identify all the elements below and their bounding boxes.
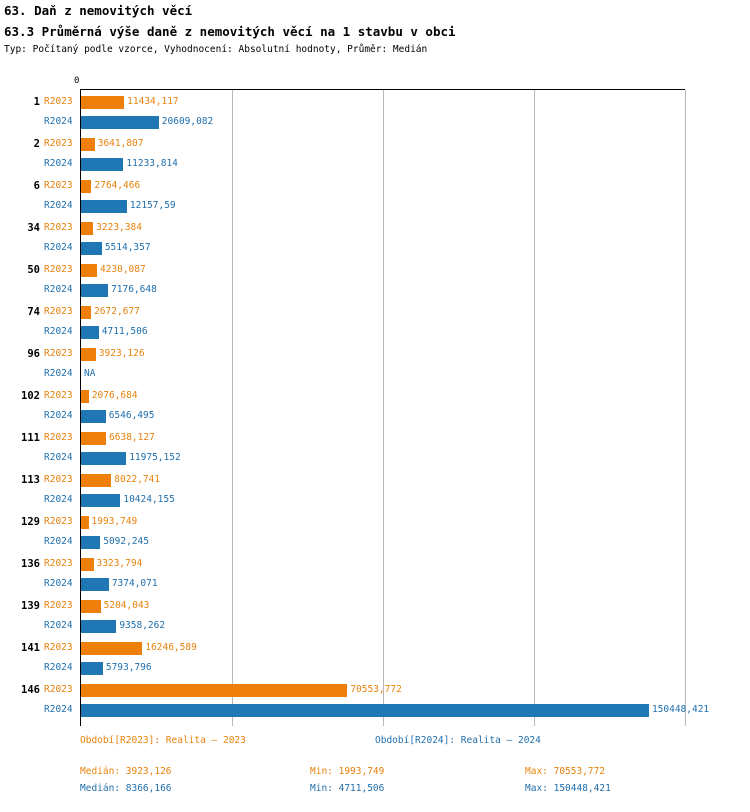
series-label: R2024 [44,410,73,421]
series-label: R2024 [44,578,73,589]
page-title: 63. Daň z nemovitých věcí [4,3,193,18]
series-label: R2024 [44,452,73,463]
category-label: 146 [21,684,40,696]
bar [81,642,142,655]
bar-value-label: 4230,087 [99,264,146,275]
bar-row [0,554,750,574]
bar-row [0,322,750,342]
series-label: R2024 [44,536,73,547]
bar-row [0,638,750,658]
bar-value-label: 3641,807 [97,138,144,149]
bar-value-label: 150448,421 [651,704,710,715]
bar-value-label: 11975,152 [129,452,181,463]
bar-row [0,92,750,112]
bar-row [0,406,750,426]
bar [81,452,126,465]
series-label: R2023 [44,222,73,233]
bar-value-label: 11233,814 [126,158,178,169]
bar-value-label: 5793,796 [105,662,152,673]
series-label: R2024 [44,368,73,379]
bar-row [0,428,750,448]
series-label: R2023 [44,642,73,653]
bar [81,410,106,423]
category-label: 34 [27,222,40,234]
bar [81,306,91,319]
bar-value-label: 70553,772 [350,684,402,695]
bar-row [0,574,750,594]
bar [81,578,109,591]
bar-row [0,596,750,616]
bar-value-label: 7374,071 [111,578,158,589]
x-axis-tick-0: 0 [74,76,80,86]
bar-row [0,700,750,720]
bar [81,474,111,487]
bar-row [0,154,750,174]
series-label: R2023 [44,684,73,695]
series-label: R2023 [44,390,73,401]
bar-row [0,344,750,364]
category-label: 6 [33,180,40,192]
category-label: 141 [21,642,40,654]
bar-row [0,112,750,132]
series-label: R2023 [44,516,73,527]
bar [81,390,89,403]
bar-row [0,490,750,510]
bar [81,326,99,339]
series-label: R2024 [44,620,73,631]
bar-value-label: 5514,357 [104,242,151,253]
bar [81,536,100,549]
bar-value-label: 20609,082 [161,116,214,127]
series-label: R2024 [44,704,73,715]
bar-value-label: 3323,794 [96,558,143,569]
bar [81,180,91,193]
series-label: R2023 [44,348,73,359]
bar [81,558,94,571]
series-label: R2023 [44,432,73,443]
bar-value-label: 6546,495 [108,410,155,421]
bar-value-label: 5092,245 [103,536,149,547]
bar-row [0,616,750,636]
series-label: R2023 [44,600,73,611]
max-2023: Max: 70553,772 [525,766,606,777]
category-label: 1 [33,96,40,108]
bar-row [0,512,750,532]
series-label: R2023 [44,474,73,485]
median-2024: Medián: 8366,166 [80,783,172,794]
bar [81,138,95,151]
bar-row [0,218,750,238]
bar-row [0,176,750,196]
min-2024: Min: 4711,506 [310,783,385,794]
bar-row [0,658,750,678]
bar [81,432,106,445]
bar-value-label: 4711,506 [101,326,148,337]
bar-value-label: 11434,117 [127,96,179,107]
series-label: R2024 [44,494,73,505]
bar [81,158,123,171]
bar-row [0,448,750,468]
legend-item-2023: Období[R2023]: Realita – 2023 [80,735,246,746]
series-label: R2023 [44,138,73,149]
bar-value-label: NA [84,368,96,379]
plot-area [0,60,750,725]
bar-row [0,680,750,700]
bar-row [0,196,750,216]
median-2023: Medián: 3923,126 [80,766,172,777]
chart-title: 63.3 Průměrná výše daně z nemovitých věcí na 1 stavbu v obci [4,24,456,39]
max-2024: Max: 150448,421 [525,783,611,794]
series-label: R2024 [44,662,73,673]
bar [81,264,97,277]
bar-value-label: 16246,589 [145,642,197,653]
series-label: R2023 [44,306,73,317]
series-label: R2023 [44,180,73,191]
bar [81,684,347,697]
bar [81,284,108,297]
chart-subtitle: Typ: Počítaný podle vzorce, Vyhodnocení: Absolutní hodnoty, Průměr: Medián [4,44,428,55]
series-label: R2024 [44,284,73,295]
bar-value-label: 3223,384 [96,222,142,233]
bar-row [0,302,750,322]
series-label: R2023 [44,96,73,107]
bar-row [0,260,750,280]
bar-row [0,280,750,300]
bar-value-label: 3923,126 [98,348,145,359]
bar [81,348,96,361]
bar-value-label: 9358,262 [119,620,166,631]
category-label: 74 [27,306,40,318]
category-label: 102 [21,390,40,402]
category-label: 111 [21,432,40,444]
bar-row [0,386,750,406]
bar-value-label: 2672,677 [94,306,140,317]
bar [81,96,124,109]
bar [81,704,649,717]
bar [81,662,103,675]
bar-value-label: 7176,648 [111,284,157,295]
category-label: 139 [21,600,40,612]
series-label: R2023 [44,558,73,569]
bar-value-label: 10424,155 [123,494,175,505]
bar-row [0,238,750,258]
bar-value-label: 2076,684 [91,390,138,401]
bar [81,116,159,129]
bar-value-label: 6638,127 [109,432,155,443]
category-label: 50 [27,264,40,276]
bar-value-label: 12157,59 [129,200,176,211]
chart-legend [0,735,750,755]
bar-value-label: 2764,466 [94,180,141,191]
bar [81,200,127,213]
bar-row [0,470,750,490]
bar-row [0,134,750,154]
bar-value-label: 1993,749 [91,516,138,527]
series-label: R2024 [44,200,73,211]
bar-value-label: 8022,741 [114,474,161,485]
category-label: 2 [33,138,40,150]
bar-row [0,364,750,384]
category-label: 129 [21,516,40,528]
legend-item-2024: Období[R2024]: Realita – 2024 [375,735,541,746]
series-label: R2023 [44,264,73,275]
category-label: 96 [27,348,40,360]
bar [81,242,102,255]
min-2023: Min: 1993,749 [310,766,385,777]
bar [81,494,120,507]
category-label: 136 [21,558,40,570]
series-label: R2024 [44,326,73,337]
bar [81,620,116,633]
series-label: R2024 [44,116,73,127]
bar [81,222,93,235]
category-label: 113 [21,474,40,486]
series-label: R2024 [44,158,73,169]
bar-value-label: 5204,043 [103,600,150,611]
bar [81,516,89,529]
series-label: R2024 [44,242,73,253]
bar [81,600,101,613]
bar-row [0,532,750,552]
